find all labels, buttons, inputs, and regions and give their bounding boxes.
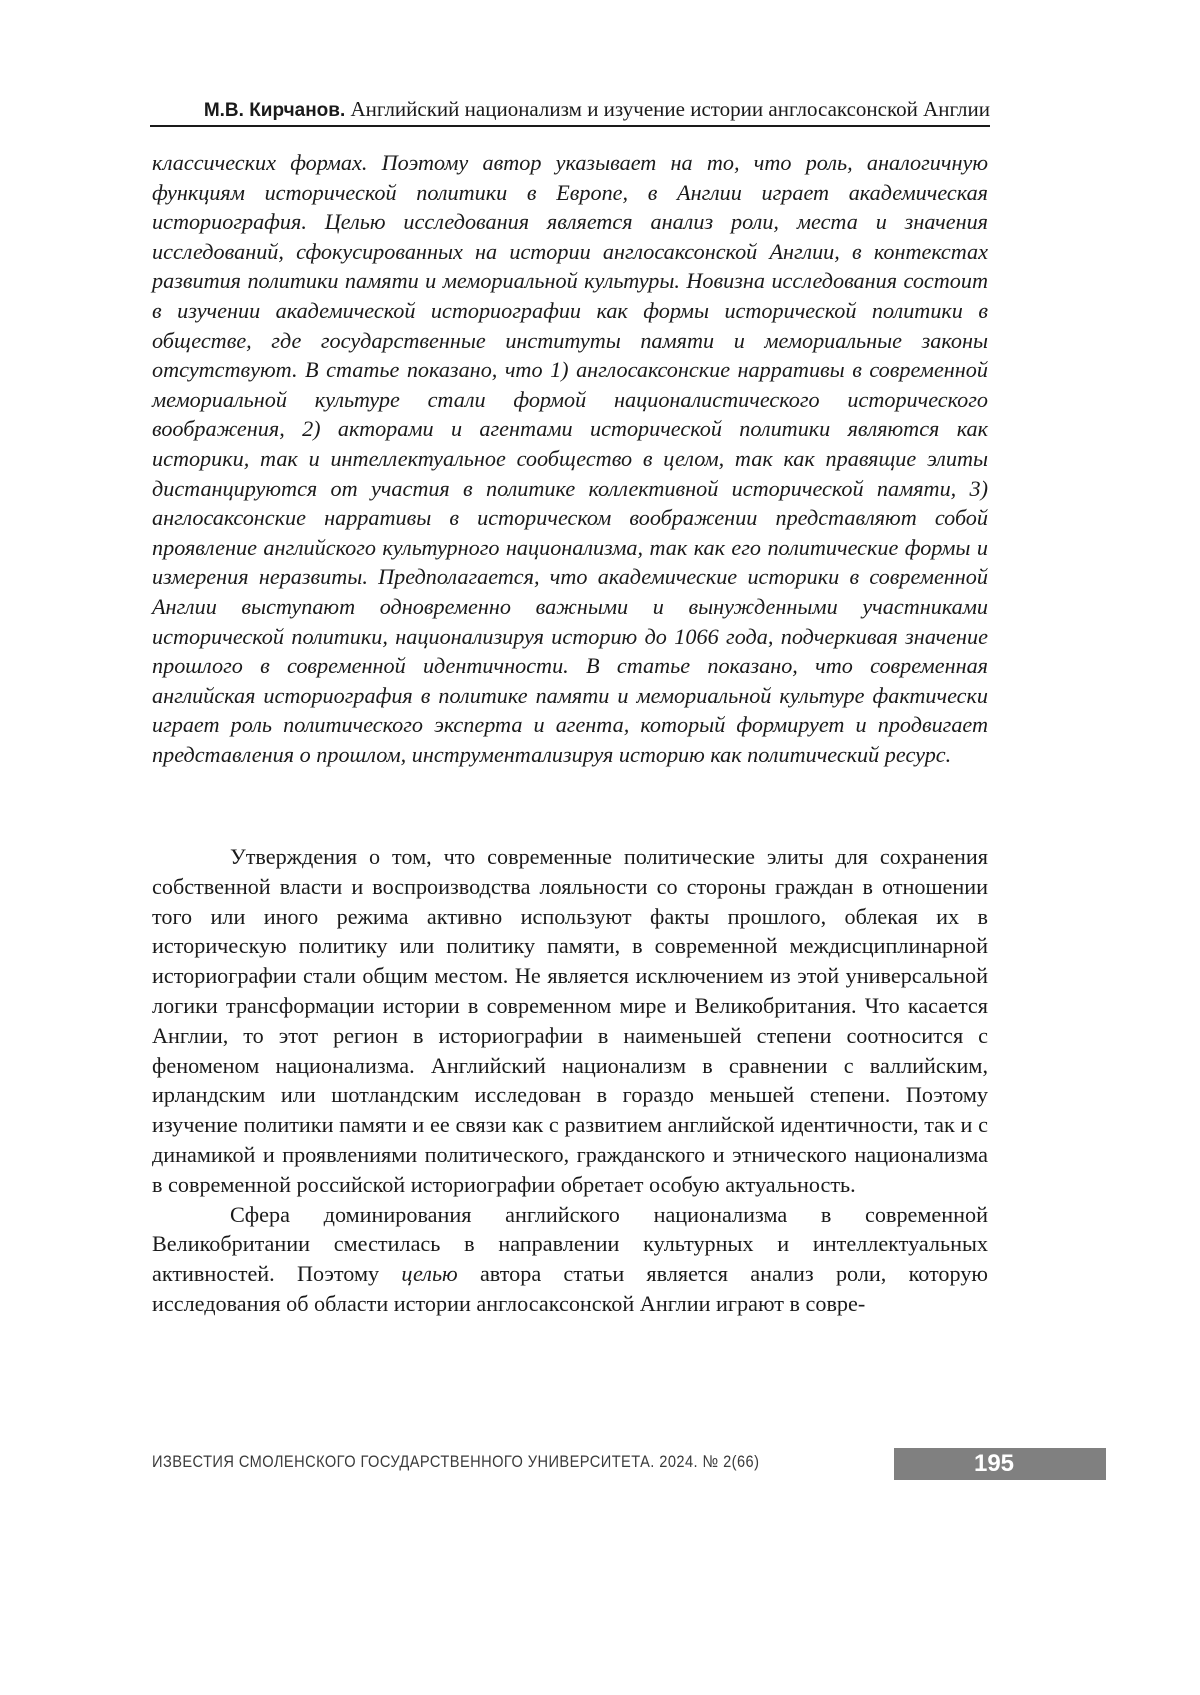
emphasis-word: целью xyxy=(401,1261,458,1287)
journal-name: ИЗВЕСТИЯ СМОЛЕНСКОГО ГОСУДАРСТВЕННОГО УНИВЕРСИТЕТА. 2024. № 2(66) xyxy=(152,1452,760,1471)
running-head-title: Английский национализм и изучение истории англосаксонской Англии xyxy=(350,97,990,121)
body-paragraph-2 xyxy=(152,1200,988,1319)
page-footer xyxy=(152,1448,1015,1480)
page-number: 195 xyxy=(973,1450,1015,1477)
page-number-box xyxy=(894,1448,1106,1480)
body-paragraph-2-start: Сфера доминирования английского национализма в современной Великобритании сместилась в направлении культурных и интеллектуальных активностей. Поэтому xyxy=(152,1201,988,1287)
body-paragraph-1: Утверждения о том, что современные политические элиты для сохранения собственной власти и воспроизводства лояльности со стороны граждан в отношении того или иного режима активно используют факты прошлого, облекая их в историческую политику или политику памяти, в современной междисциплинарной историографии стали общим местом. Не является исключением из этой универсальной логики трансформации истории в современном мире и Великобритания. Что касается Англии, то этот регион в историографии в наименьшей степени соотносится с феноменом национализма. Английский национализм в сравнении с валлийским, ирландским или шотландским исследован в гораздо меньшей степени. Поэтому изучение политики памяти и ее связи как с развитием английской идентичности, так и с динамикой и проявлениями политического, гражданского и этнического национализма в современной российской историографии обретает особую актуальность. xyxy=(152,844,988,1197)
running-head-author: М.В. Кирчанов. xyxy=(203,100,346,121)
body-text xyxy=(152,842,988,1319)
body-paragraph-2-end: автора статьи является анализ роли, которую исследования об области истории англосаксонской Англии играют в совре- xyxy=(152,1261,988,1316)
running-head xyxy=(150,96,990,124)
abstract-text: классических формах. Поэтому автор указывает на то, что роль, аналогичную функциям исторической политики в Европе, в Англии играет академическая историография. Целью исследования является анализ роли, места и значения исследований, сфокусированных на истории англосаксонской Англии, в контекстах развития политики памяти и мемориальной культуры. Новизна исследования состоит в изучении академической историографии как формы исторической политики в обществе, где государственные институты памяти и мемориальные законы отсутствуют. В статье показано, что 1) англосаксонские нарративы в современной мемориальной культуре стали формой националистического исторического воображения, 2) акторами и агентами исторической политики являются как историки, так и интеллектуальное сообщество в целом, так как правящие элиты дистанцируются от участия в политике коллективной исторической памяти, 3) англосаксонские нарративы в историческом воображении представляют собой проявление английского культурного национализма, так как его политические формы и измерения неразвиты. Предполагается, что академические историки в современной Англии выступают одновременно важными и вынужденными участниками исторической политики, национализируя историю до 1066 года, подчеркивая значение прошлого в современной идентичности. В статье показано, что современная английская историография в политике памяти и мемориальной культуре фактически играет роль политического эксперта и агента, который формирует и продвигает представления о прошлом, инструментализируя историю как политический ресурс. xyxy=(152,150,988,767)
header-rule xyxy=(150,125,990,127)
